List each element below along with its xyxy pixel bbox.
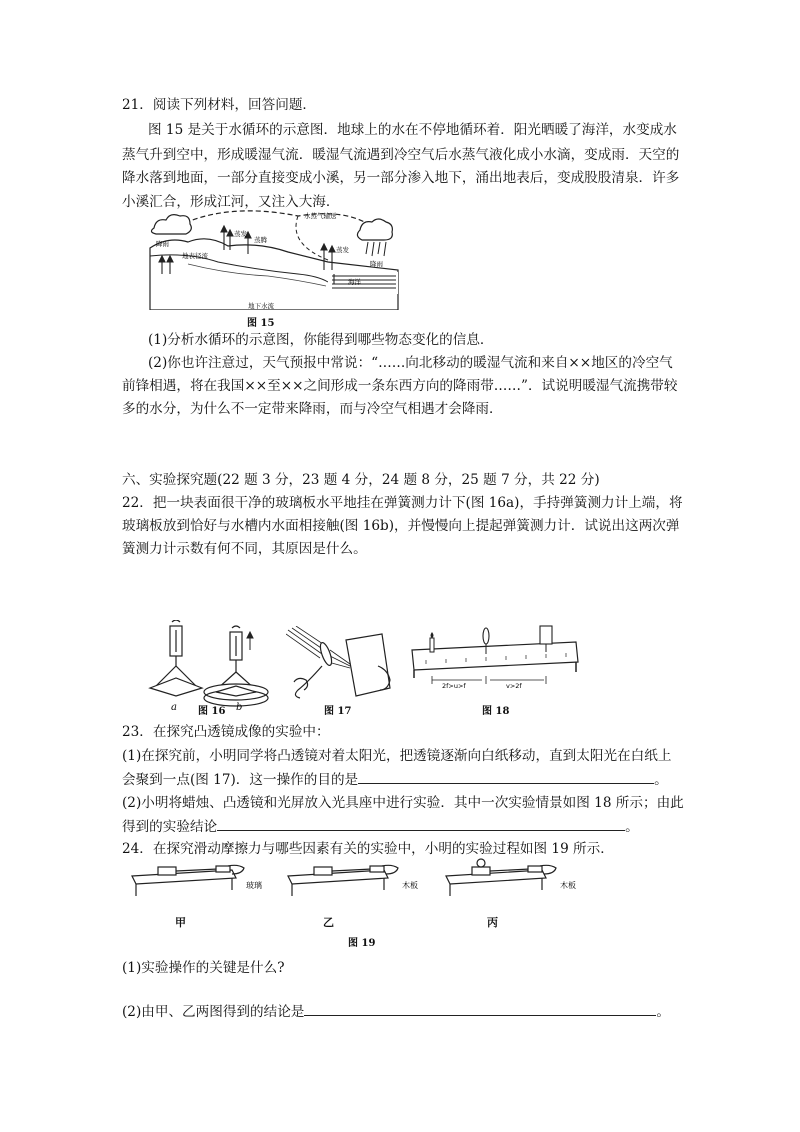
fig19-surface-yi: 木板 [402, 881, 418, 890]
q22-line-3: 簧测力计示数有何不同，其原因是什么。 [122, 541, 367, 557]
q23-sub-1-end: 。 [654, 772, 668, 788]
q21-para-line-4: 小溪汇合，形成江河，又注入大海． [122, 194, 340, 210]
q21-sub-2-line-2: 前锋相遇，将在我国××至××之间形成一条东西方向的降雨带……”．试说明暖湿气流携带较 [122, 378, 678, 394]
fig19-label-yi: 乙 [323, 916, 334, 929]
label-transpire: 蒸腾 [254, 236, 267, 244]
cloud-right-icon [357, 219, 392, 240]
fig16-spring-scale-figure [146, 620, 276, 712]
label-evap-1: 蒸发 [234, 230, 247, 238]
q21-para-line-3: 降水落到地面，一部分直接变成小溪，另一部分渗入地下，涌出地表后，变成股股清泉．许多 [122, 170, 680, 186]
q24-title: 24．在探究滑动摩擦力与哪些因素有关的实验中，小明的实验过程如图 19 所示． [122, 841, 614, 857]
label-vapor-flow: 水蒸气输送 [304, 212, 337, 220]
q23-sub-1-line-1: (1)在探究前，小明同学将凸透镜对着太阳光，把透镜逐渐向白纸移动，直到太阳光在白纸上 [122, 748, 672, 764]
q21-title: 21．阅读下列材料，回答问题． [122, 97, 317, 113]
section-6-title: 六、实验探究题(22 题 3 分，23 题 4 分，24 题 8 分，25 题 7 分，共 22 分) [122, 472, 600, 488]
q23-sub-1-prompt: 会聚到一点(图 17)．这一操作的目的是 [122, 772, 359, 788]
label-rain-left: 降雨 [156, 240, 169, 248]
q24-answer-blank[interactable] [304, 1001, 656, 1016]
q24-sub-2-end: 。 [656, 1004, 670, 1020]
q23-answer-blank-2[interactable] [217, 816, 625, 831]
q23-sub-2-line-1: (2)小明将蜡烛、凸透镜和光屏放入光具座中进行实验．其中一次实验情景如图 18 所示；由此 [122, 795, 684, 811]
label-evap-2: 蒸发 [336, 246, 349, 254]
fig16-caption: 图 16 [198, 706, 226, 717]
fig19-surface-bing: 木板 [560, 881, 576, 890]
fig19-label-jia: 甲 [175, 916, 186, 929]
q22-line-2: 玻璃板放到恰好与水槽内水面相接触(图 16b)，并慢慢向上提起弹簧测力计．试说出这两次弹 [122, 518, 680, 534]
q23-sub-2-line-2 [122, 816, 639, 837]
fig17-caption: 图 17 [324, 706, 352, 717]
fig18-dim-v: v>2f [506, 682, 522, 690]
fig19-caption: 图 19 [348, 938, 376, 949]
fig19-label-bing: 丙 [487, 916, 498, 929]
q24-sub-1: (1)实验操作的关键是什么? [122, 960, 285, 976]
fig18-caption: 图 18 [482, 706, 510, 717]
q23-sub-2-end: 。 [625, 819, 639, 835]
fig19-friction-figure [128, 858, 608, 898]
fig18-dim-u: 2f>u>f [442, 682, 466, 690]
q24-sub-2-prompt: (2)由甲、乙两图得到的结论是 [122, 1004, 305, 1020]
q24-sub-2 [122, 1001, 670, 1022]
q22-line-1: 22．把一块表面很干净的玻璃板水平地挂在弹簧测力计下(图 16a)，手持弹簧测力计上端，将 [122, 495, 683, 511]
q23-sub-1-line-2 [122, 769, 668, 790]
label-ocean: 海洋 [348, 278, 361, 286]
fig17-lens-paper-figure [286, 626, 398, 702]
q23-sub-2-prompt: 得到的实验结论 [122, 819, 218, 835]
fig18-optical-bench-figure [406, 622, 582, 694]
fig15-caption: 图 15 [247, 318, 275, 329]
q23-answer-blank-1[interactable] [358, 769, 654, 784]
q23-title: 23．在探究凸透镜成像的实验中： [122, 724, 330, 740]
q21-para-line-2: 蒸气升到空中，形成暖湿气流．暖湿气流遇到冷空气后水蒸气液化成小水滴，变成雨．天空的 [122, 147, 680, 163]
label-rain-right: 降雨 [370, 260, 383, 268]
water-cycle-figure [148, 204, 400, 310]
fig19-surface-jia: 玻璃 [246, 881, 262, 890]
q21-sub-2-line-1: (2)你也许注意过，天气预报中常说：“……向北移动的暖湿气流和来自××地区的冷空气 [148, 355, 673, 371]
label-runoff: 地表径流 [182, 252, 208, 260]
label-groundwater: 地下水流 [248, 302, 274, 310]
cloud-left-icon [151, 215, 191, 234]
fig16-label-b: b [236, 702, 243, 713]
fig16-label-a: a [171, 702, 177, 713]
q21-para-line-1: 图 15 是关于水循环的示意图．地球上的水在不停地循环着．阳光晒暖了海洋，水变成水 [148, 122, 677, 138]
q21-sub-2-line-3: 多的水分，为什么不一定带来降雨，而与冷空气相遇才会降雨． [122, 401, 503, 417]
q21-sub-1: (1)分析水循环的示意图，你能得到哪些物态变化的信息． [148, 332, 494, 348]
